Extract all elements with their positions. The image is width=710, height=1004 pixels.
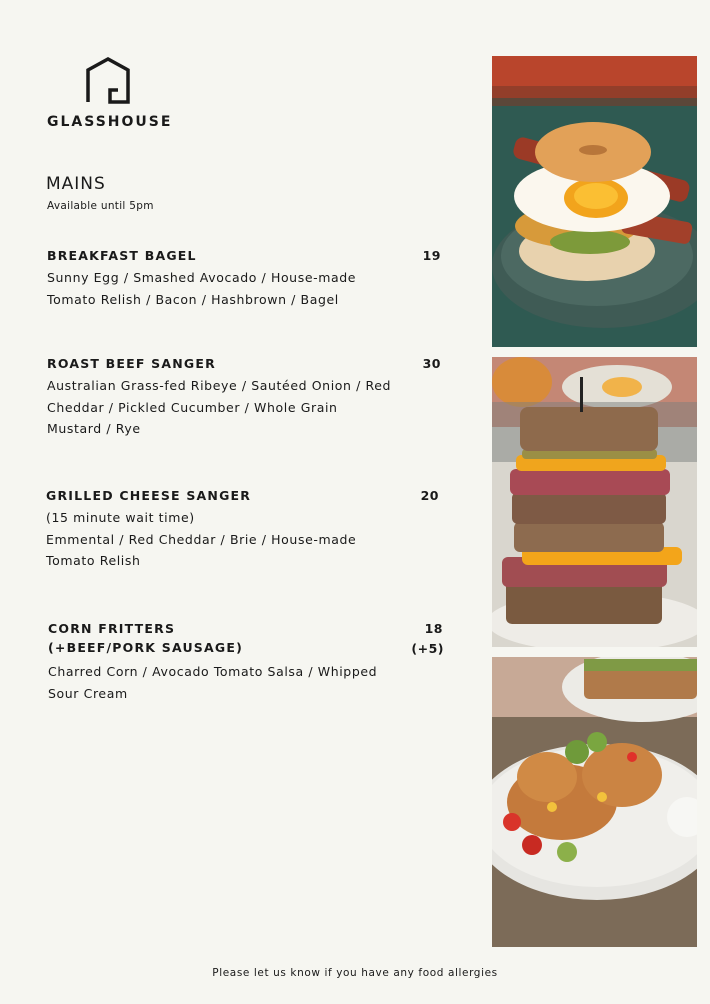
menu-item-price-extra: (+5) — [411, 641, 444, 656]
menu-item — [47, 354, 447, 440]
menu-item — [47, 246, 447, 310]
menu-item-price: 30 — [422, 356, 441, 371]
menu-item — [46, 486, 446, 572]
allergy-notice: Please let us know if you have any food allergies — [212, 967, 498, 979]
menu-item-name: GRILLED CHEESE SANGER — [46, 488, 252, 503]
roast-beef-sanger-photo — [492, 357, 697, 647]
menu-item-name-extra: (+BEEF/PORK SAUSAGE) — [48, 640, 243, 655]
menu-item-price: 20 — [420, 488, 439, 503]
menu-item-description: Charred Corn / Avocado Tomato Salsa / Whipped Sour Cream — [48, 664, 378, 701]
corn-fritters-photo — [492, 657, 697, 947]
house-outline-icon — [85, 56, 131, 104]
menu-item-name: CORN FRITTERS — [48, 621, 176, 636]
menu-item-price: 18 — [424, 621, 443, 636]
menu-item-note: (15 minute wait time) — [46, 510, 195, 525]
menu-item-description: Australian Grass-fed Ribeye / Sautéed Onion / Red Cheddar / Pickled Cucumber / Whole Grain Mustard / Rye — [47, 378, 392, 436]
section-title: MAINS — [46, 174, 106, 194]
menu-item-name: ROAST BEEF SANGER — [47, 356, 216, 371]
menu-item-price: 19 — [422, 248, 441, 263]
section-subtitle: Available until 5pm — [47, 200, 154, 212]
brand-logo — [47, 56, 172, 130]
menu-item-description: Sunny Egg / Smashed Avocado / House-made Tomato Relish / Bacon / Hashbrown / Bagel — [47, 270, 357, 307]
menu-item — [48, 619, 448, 704]
menu-item-description: Emmental / Red Cheddar / Brie / House-made Tomato Relish — [46, 531, 357, 568]
breakfast-bagel-photo — [492, 56, 697, 347]
brand-name: GLASSHOUSE — [47, 114, 173, 130]
menu-item-name: BREAKFAST BAGEL — [47, 248, 197, 263]
